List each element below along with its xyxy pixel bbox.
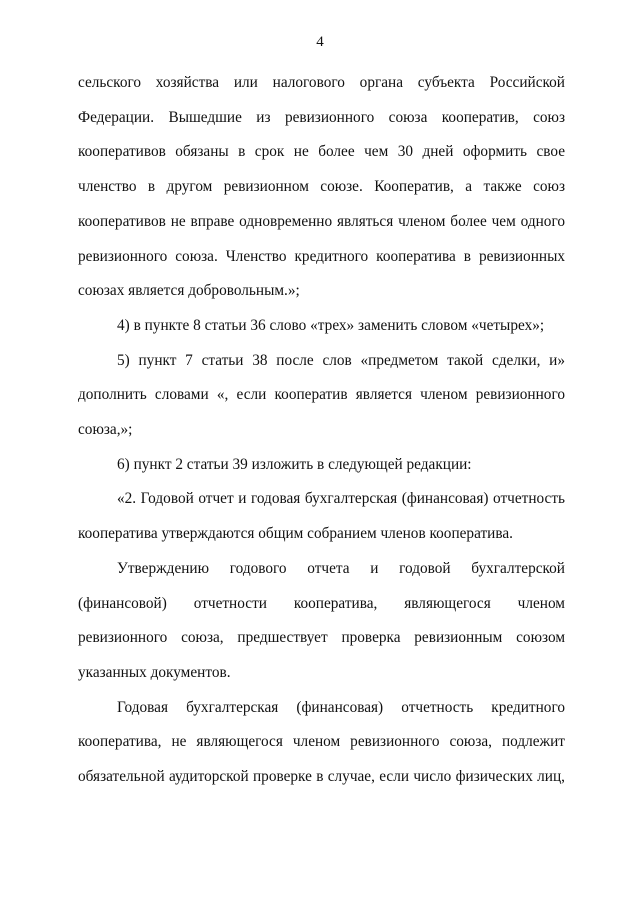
paragraph-audit: Годовая бухгалтерская (финансовая) отчетность кредитного кооператива, не являющегося членом ревизионного союза, подлежит обязательной аудиторской проверке в случае, если число физических лиц, — [78, 698, 565, 786]
document-body — [78, 66, 565, 795]
paragraph-item-5: 5) пункт 7 статьи 38 после слов «предметом такой сделки, и» дополнить словами «, если кооператив является членом ревизионного союза,»; — [78, 351, 565, 439]
page-number: 4 — [316, 34, 324, 50]
paragraph-item-4: 4) в пункте 8 статьи 36 слово «трех» заменить словом «четырех»; — [117, 316, 545, 334]
paragraph-approval: Утверждению годового отчета и годовой бухгалтерской (финансовой) отчетности кооператива, являющегося членом ревизионного союза, предшествует проверка ревизионным союзом указанных документов. — [78, 559, 565, 681]
paragraph-continuation: сельского хозяйства или налогового органа субъекта Российской Федерации. Вышедшие из ревизионного союза кооператив, союз кооперативов обязаны в срок не более чем 30 дней оформить свое членство в другом ревизионном союзе. Кооператив, а также союз кооперативов не вправе одновременно являться членом более чем одного ревизионного союза. Членство кредитного кооператива в ревизионных союзах является добровольным.»; — [78, 74, 565, 300]
paragraph-quote-2: «2. Годовой отчет и годовая бухгалтерская (финансовая) отчетность кооператива утверждаются общим собранием членов кооператива. — [78, 490, 565, 543]
paragraph-item-6: 6) пункт 2 статьи 39 изложить в следующей редакции: — [117, 455, 472, 473]
